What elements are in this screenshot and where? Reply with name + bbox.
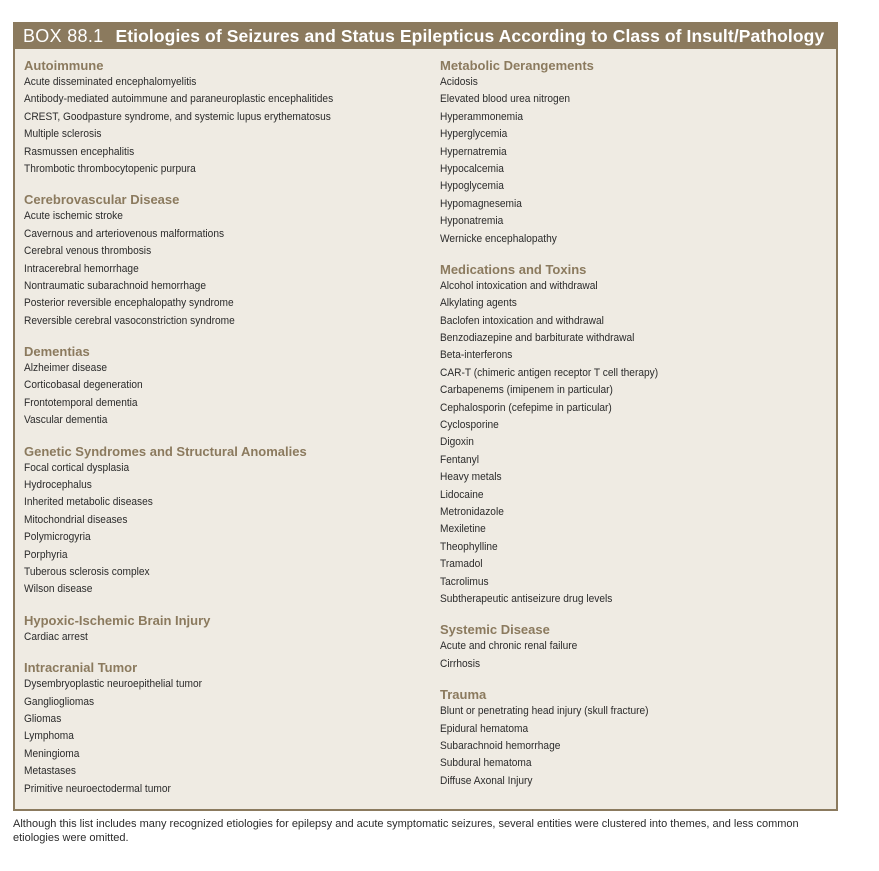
list-item: Baclofen intoxication and withdrawal: [440, 314, 604, 327]
list-item: Tuberous sclerosis complex: [24, 565, 150, 578]
list-item: Wernicke encephalopathy: [440, 232, 557, 245]
list-item: Primitive neuroectodermal tumor: [24, 782, 171, 795]
list-item: Diffuse Axonal Injury: [440, 774, 533, 787]
list-item: Theophylline: [440, 540, 498, 553]
list-item: Cavernous and arteriovenous malformations: [24, 227, 225, 240]
list-item: Gliomas: [24, 712, 62, 725]
list-item: Tacrolimus: [440, 575, 489, 588]
list-item: Tramadol: [440, 558, 483, 571]
list-item: Cyclosporine: [440, 419, 499, 432]
list-item: Dysembryoplastic neuroepithelial tumor: [24, 678, 203, 691]
list-item: Porphyria: [24, 548, 68, 561]
list-item: Subarachnoid hemorrhage: [440, 739, 561, 752]
list-item: Alcohol intoxication and withdrawal: [440, 279, 598, 292]
section-heading: Medications and Toxins: [440, 261, 587, 277]
list-item: Intracerebral hemorrhage: [24, 262, 139, 275]
section-heading: Hypoxic-Ischemic Brain Injury: [24, 612, 211, 628]
list-item: Antibody-mediated autoimmune and paraneuroplastic encephalitides: [24, 93, 334, 106]
list-item: Carbapenems (imipenem in particular): [440, 384, 613, 397]
list-item: Subdural hematoma: [440, 757, 532, 770]
section-heading: Autoimmune: [24, 58, 104, 73]
section-hypoxic-ischemic-brain-injury: [24, 612, 424, 646]
list-item: Elevated blood urea nitrogen: [440, 93, 571, 106]
section-intracranial-tumor: [24, 659, 424, 798]
list-item: Hypoglycemia: [440, 180, 504, 193]
list-item: Heavy metals: [440, 471, 502, 484]
etiologies-box: [13, 22, 838, 811]
section-heading: Trauma: [440, 687, 487, 703]
section-medications-and-toxins: [440, 261, 835, 608]
list-item: Acute and chronic renal failure: [440, 640, 578, 653]
section-systemic-disease: [440, 621, 835, 673]
list-item: Mitochondrial diseases: [24, 513, 128, 526]
section-cerebrovascular-disease: [24, 191, 424, 330]
list-item: Epidural hematoma: [440, 722, 529, 735]
list-item: Beta-interferons: [440, 349, 513, 362]
list-item: Cerebral venous thrombosis: [24, 245, 152, 258]
section-metabolic-derangements: [440, 57, 835, 248]
list-item: Focal cortical dysplasia: [24, 461, 130, 474]
list-item: Blunt or penetrating head injury (skull fracture): [440, 705, 649, 718]
list-item: Wilson disease: [24, 583, 93, 596]
left-column: [24, 57, 424, 811]
list-item: Metastases: [24, 765, 76, 778]
list-item: Subtherapeutic antiseizure drug levels: [440, 592, 613, 605]
section-autoimmune: [24, 57, 424, 178]
section-trauma: [440, 686, 835, 790]
list-item: Hyponatremia: [440, 215, 504, 228]
list-item: Hyperglycemia: [440, 128, 508, 141]
list-item: Meningioma: [24, 747, 80, 760]
list-item: Fentanyl: [440, 453, 480, 466]
list-item: Metronidazole: [440, 505, 504, 518]
list-item: Gangliogliomas: [24, 695, 95, 708]
section-heading: Genetic Syndromes and Structural Anomalies: [24, 443, 307, 459]
list-item: Hypocalcemia: [440, 162, 504, 175]
list-item: Reversible cerebral vasoconstriction syndrome: [24, 314, 235, 327]
list-item: Acute ischemic stroke: [24, 210, 123, 223]
list-item: Benzodiazepine and barbiturate withdrawal: [440, 332, 635, 345]
list-item: Multiple sclerosis: [24, 128, 102, 141]
list-item: Corticobasal degeneration: [24, 379, 143, 392]
section-heading: Intracranial Tumor: [24, 660, 138, 676]
list-item: Alkylating agents: [440, 297, 517, 310]
box-title: Etiologies of Seizures and Status Epilepticus According to Class of Insult/Pathology: [115, 26, 825, 46]
list-item: Cardiac arrest: [24, 630, 88, 643]
box-label: BOX 88.1: [23, 26, 104, 46]
list-item: Nontraumatic subarachnoid hemorrhage: [24, 279, 206, 292]
section-heading: Cerebrovascular Disease: [24, 192, 180, 208]
list-item: Inherited metabolic diseases: [24, 496, 153, 509]
list-item: Cephalosporin (cefepime in particular): [440, 401, 612, 414]
list-item: Polymicrogyria: [24, 531, 91, 544]
list-item: Thrombotic thrombocytopenic purpura: [24, 162, 196, 175]
section-dementias: [24, 343, 424, 430]
list-item: Hyperammonemia: [440, 110, 524, 123]
section-genetic-syndromes-and-structural-anomalies: [24, 443, 424, 599]
list-item: CAR-T (chimeric antigen receptor T cell therapy): [440, 366, 659, 379]
list-item: Vascular dementia: [24, 414, 108, 427]
list-item: Lymphoma: [24, 730, 74, 743]
list-item: Acidosis: [440, 76, 478, 88]
list-item: Posterior reversible encephalopathy syndrome: [24, 297, 234, 310]
list-item: Mexiletine: [440, 523, 486, 536]
section-heading: Metabolic Derangements: [440, 58, 594, 73]
list-item: Rasmussen encephalitis: [24, 145, 135, 158]
section-heading: Dementias: [24, 344, 90, 360]
list-item: Digoxin: [440, 436, 474, 449]
list-item: Cirrhosis: [440, 657, 481, 670]
section-heading: Systemic Disease: [440, 622, 550, 638]
list-item: Frontotemporal dementia: [24, 396, 138, 409]
list-item: Hypernatremia: [440, 145, 507, 158]
right-column: [440, 57, 835, 803]
box-header: [15, 24, 836, 49]
list-item: Alzheimer disease: [24, 362, 108, 375]
list-item: Acute disseminated encephalomyelitis: [24, 76, 197, 88]
list-item: Hypomagnesemia: [440, 197, 522, 210]
list-item: CREST, Goodpasture syndrome, and systemic lupus erythematosus: [24, 110, 331, 123]
list-item: Hydrocephalus: [24, 479, 92, 492]
footnote: Although this list includes many recognized etiologies for epilepsy and acute symptomatic seizures, several entities were clustered into themes, and less common etiologies were omitted.: [13, 818, 799, 844]
list-item: Lidocaine: [440, 488, 484, 501]
